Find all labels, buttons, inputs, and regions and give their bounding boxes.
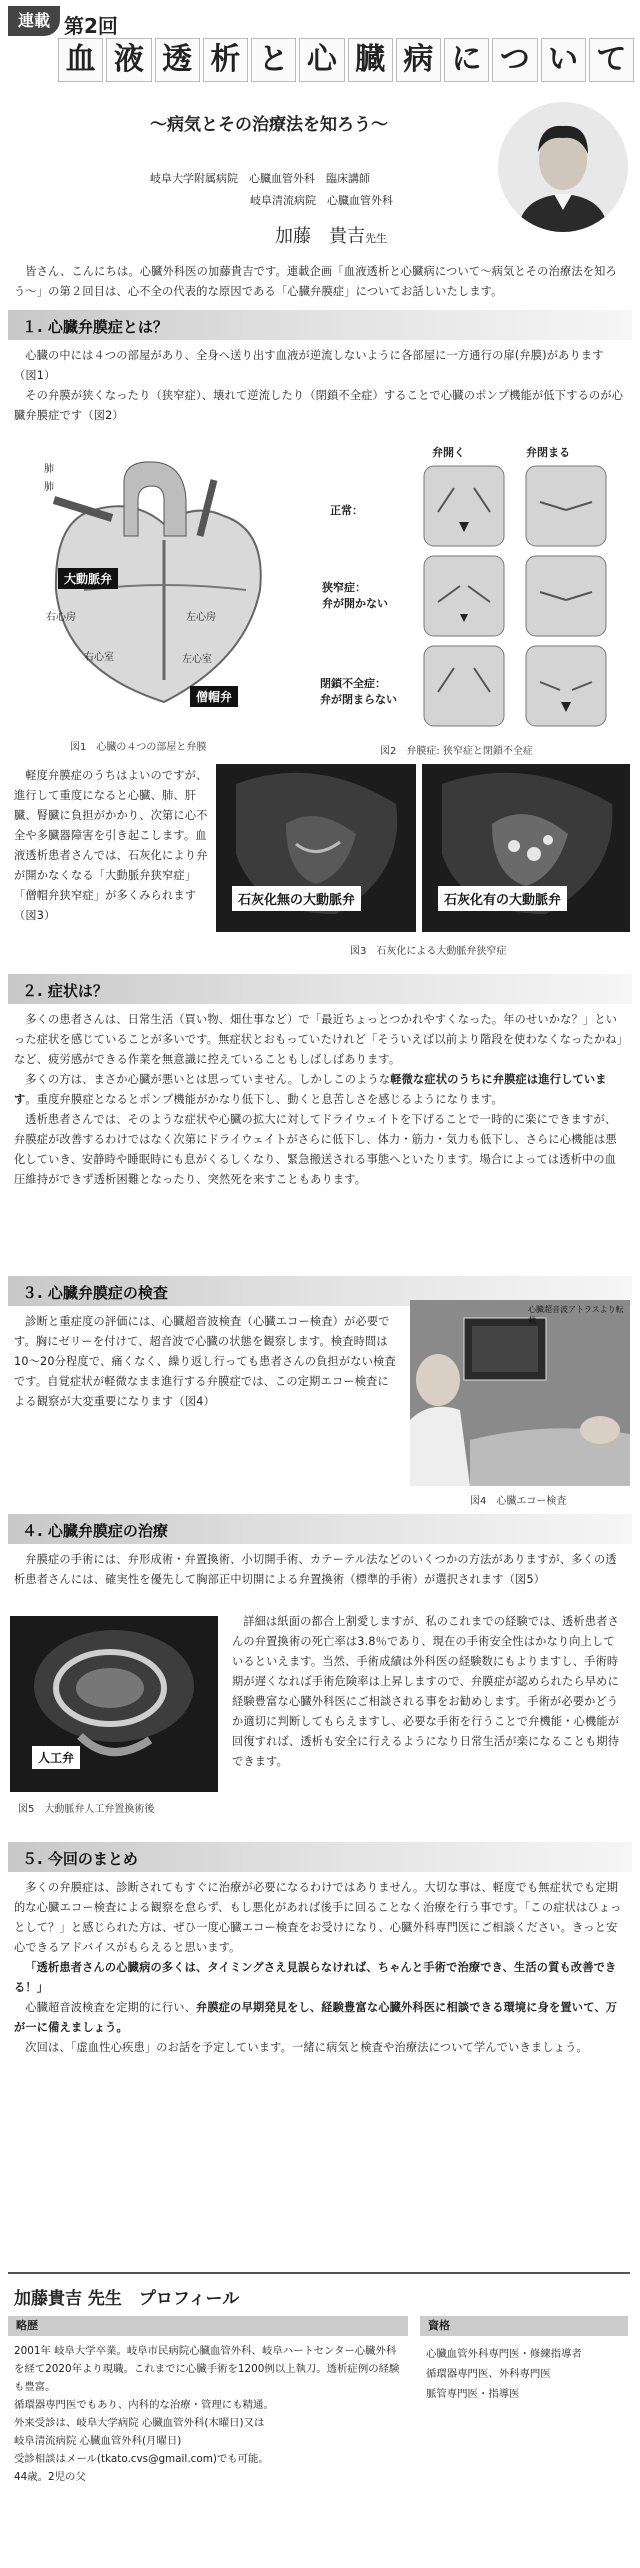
section-1-text-2: 軽度弁膜症のうちはよいのですが、進行して重度になると心臓、肺、肝臓、腎臓に負担がかかり、次第に心不全や多臓器障害を引き起こします。血液透析患者さんでは、石灰化により弁が開かなくなる「大動脈弁狭窄症」「僧帽弁狭窄症」が多くみられます（図3） — [14, 769, 208, 922]
section-4-text: 弁膜症の手術には、弁形成術・弁置換術、小切開手術、カテーテル法などのいくつかの方法がありますが、多くの透析患者さんには、確実性を優先して胸部正中切開による弁置換術（標準的手術）が選択されます（図5） — [14, 1553, 617, 1586]
fig2-col-close: 弁閉まる — [526, 446, 570, 459]
bio-text: 2001年 岐阜大学卒業。岐阜市民病院心臓血管外科、岐阜ハートセンター心臓外科を経て2020年より現職。これまでに心臓手術を1200例以上執刀。透析症例の経験も豊富。 循環器専門医でもあり、内科的な治療・管理にも精通。 外来受診は、岐阜大学病院 心臓血管外科(木曜日)又は 岐阜清流病院 心臓血管外科(月曜日) 受診相談はメール(tkato.cvs@gmail.com)でも可能。 44歳。2児の父 — [14, 2345, 400, 2483]
qual-item: 心臓血管外科専門医・修練指導者 — [426, 2348, 582, 2360]
title-char: 液 — [106, 38, 151, 82]
fig1-label-lung-2: 肺 — [44, 482, 54, 493]
title-char: 心 — [299, 38, 344, 82]
fig2-row-regurgitation: 閉鎖不全症： 弁が閉まらない — [320, 677, 397, 706]
fig1-label-aortic-valve: 大動脈弁 — [58, 568, 118, 589]
page-title — [58, 38, 634, 80]
fig1-label-right-ventricle: 右心室 — [84, 652, 114, 663]
figure-1-caption: 図1 心臓の４つの部屋と弁膜 — [70, 742, 207, 753]
section-1-header: １. 心臓弁膜症とは？ — [8, 310, 632, 340]
title-char: に — [444, 38, 489, 82]
title-char: い — [541, 38, 586, 82]
fig3-label-calcified: 石灰化有の大動脈弁 — [438, 886, 567, 911]
figure-3-left-image — [216, 764, 416, 932]
valve-diagrams — [416, 462, 622, 730]
figure-2-caption: 図2 弁膜症: 狭窄症と閉鎖不全症 — [380, 746, 533, 757]
portrait-illustration — [498, 102, 628, 232]
fig1-label-mitral-valve: 僧帽弁 — [190, 686, 238, 707]
author-photo — [498, 102, 628, 232]
fig2-col-open: 弁開く — [432, 446, 465, 459]
section-2-header: ２. 症状は？ — [8, 974, 632, 1004]
figure-2-valves — [316, 440, 626, 730]
figure-1-heart — [14, 440, 294, 720]
series-badge: 連載 — [8, 6, 60, 36]
section-4-header: ４. 心臓弁膜症の治療 — [8, 1514, 632, 1544]
fig4-photo-credit: 心臓超音波アトラスより転載 — [528, 1305, 624, 1325]
intro-text: 皆さん、こんにちは。心臓外科医の加藤貴吉です。連載企画「血液透析と心臓病について〜病気とその治療法を知ろう〜」の第２回目は、心不全の代表的な原因である「心臓弁膜症」についてお話しいたします。 — [14, 265, 617, 298]
section-5-header: ５. 今回のまとめ — [8, 1842, 632, 1872]
affiliation-1: 岐阜大学附属病院 心臓血管外科 臨床講師 — [150, 172, 370, 185]
section-3-text: 診断と重症度の評価には、心臓超音波検査（心臓エコー検査）が必要です。胸にゼリーを付けて、超音波で心臓の状態を観察します。検査時間は10〜20分程度で、痛くなく、繰り返し行っても患者さんの負担がない検査です。自覚症状が軽微なまま進行する弁膜症では、この定期エコー検査による観察が大変重要になります（図4） — [14, 1315, 396, 1408]
affiliation-2: 岐阜清流病院 心臓血管外科 — [250, 194, 393, 207]
qual-heading: 資格 — [420, 2316, 628, 2336]
fig2-row-stenosis: 狭窄症： 弁が開かない — [322, 581, 388, 610]
title-char: 臓 — [348, 38, 393, 82]
title-char: 病 — [396, 38, 441, 82]
heart-illustration — [14, 440, 294, 720]
fig2-row-normal: 正常： — [330, 504, 363, 517]
title-char: と — [251, 38, 296, 82]
qual-item: 循環器専門医、外科専門医 — [426, 2368, 551, 2380]
fig1-label-left-ventricle: 左心室 — [182, 654, 212, 665]
fig3-label-no-calcification: 石灰化無の大動脈弁 — [232, 886, 361, 911]
figure-4-caption: 図4 心臓エコー検査 — [470, 1496, 567, 1507]
author-name: 加藤 貴吉先生 — [275, 226, 387, 247]
profile-box — [8, 2272, 630, 2562]
figure-4-echo-photo — [410, 1300, 630, 1486]
figure-5-valve-photo — [10, 1616, 218, 1792]
echo-exam-illustration — [410, 1300, 630, 1486]
title-char: て — [589, 38, 634, 82]
fig1-label-left-atrium: 左心房 — [186, 612, 216, 623]
bio-heading: 略歴 — [8, 2316, 408, 2336]
figure-3-right-image — [422, 764, 630, 932]
fig1-label-lung-1: 肺 — [44, 464, 54, 475]
figure-5-caption: 図5 大動脈弁人工弁置換術後 — [18, 1804, 155, 1815]
issue-number: 第2回 — [64, 14, 118, 38]
qual-list — [426, 2344, 626, 2404]
figure-3-caption: 図3 石灰化による大動脈弁狭窄症 — [350, 946, 507, 957]
fig5-label-artificial-valve: 人工弁 — [32, 1746, 80, 1769]
title-char: つ — [492, 38, 537, 82]
title-char: 血 — [58, 38, 103, 82]
profile-title: 加藤貴吉 先生 プロフィール — [14, 2289, 240, 2309]
section-3-header: ３. 心臓弁膜症の検査 — [8, 1276, 632, 1306]
qual-item: 脈管専門医・指導医 — [426, 2388, 520, 2400]
page-subtitle: 〜病気とその治療法を知ろう〜 — [150, 115, 388, 135]
fig1-label-right-atrium: 右心房 — [46, 612, 76, 623]
title-char: 透 — [155, 38, 200, 82]
section-1-text: 心臓の中には４つの部屋があり、全身へ送り出す血液が逆流しないように各部屋に一方通行の扉(弁膜)があります（図1） その弁膜が狭くなったり（狭窄症）、壊れて逆流したり（閉鎖不全症）することで心臓のポンプ機能が低下するのが心臓弁膜症です（図2） — [14, 349, 624, 422]
section-4-text-2: 詳細は紙面の都合上割愛しますが、私のこれまでの経験では、透析患者さんの弁置換術の死亡率は3.8％であり、現在の手術安全性はかなり向上しているといえます。当然、手術成績は外科医の経験数にもよりますし、手術時期が遅くなれば手術危険率は上昇しますので、弁膜症が認められたら早めに経験豊富な心臓外科医にご相談される事をお勧めします。手術が必要かどうか適切に判断してもらえますし、必要な手術を行うことで弁機能・心機能が回復すれば、透析も安全に行えるようになり日常生活が楽になることも期待できます。 — [232, 1615, 620, 1768]
title-char: 析 — [203, 38, 248, 82]
section-2-text: 多くの患者さんは、日常生活（買い物、畑仕事など）で「最近ちょっとつかれやすくなった。年のせいかな？」といった症状を感じていることが多いです。無症状とおもっていたけれど「そういえば以前より階段を使わなくなったかね」など、疲労感ができる作業を無意識に控えていることもしばしばあります。 多くの方は、まさか心臓が悪いとは思っていません。しかしこのような軽微な症状のうちに弁膜症は進行しています。重度弁膜症となるとポンプ機能がかなり低下し、動くと息苦しさを感じるようになります。 透析患者さんでは、そのような症状や心臓の拡大に対してドライウェイトを下げることで一時的に楽にできますが、弁膜症が改善するわけではなく次第にドライウェイトがさらに低下し、体力・筋力・気力も低下し、さらに心機能は悪化していき、安静時や睡眠時にも息がくるしくなり、緊急搬送される事態へといたります。場合によっては透析中の血圧維持ができず透析困難となったり、突然死を来すこともあります。 — [14, 1013, 623, 1186]
section-5-text: 多くの弁膜症は、診断されてもすぐに治療が必要になるわけではありません。大切な事は、軽度でも無症状でも定期的な心臓エコー検査による観察を怠らず、もし悪化があれば後手に回ることなく治療を行う事です。「この症状はひょっとして？」と感じられた方は、ぜひ一度心臓エコー検査をお受けになり、心臓外科専門医にご相談ください。きっと安心できるアドバイスがもらえると思います。 「透析患者さんの心臓病の多くは、タイミングさえ見誤らなければ、ちゃんと手術で治療でき、生活の質も改善できる！」 心臓超音波検査を定期的に行い、弁膜症の早期発見をし、経験豊富な心臓外科医に相談できる環境に身を置いて、万が一に備えましょう。 次回は、「虚血性心疾患」のお話を予定しています。一緒に病気と検査や治療法について学んでいきましょう。 — [14, 1881, 622, 2054]
